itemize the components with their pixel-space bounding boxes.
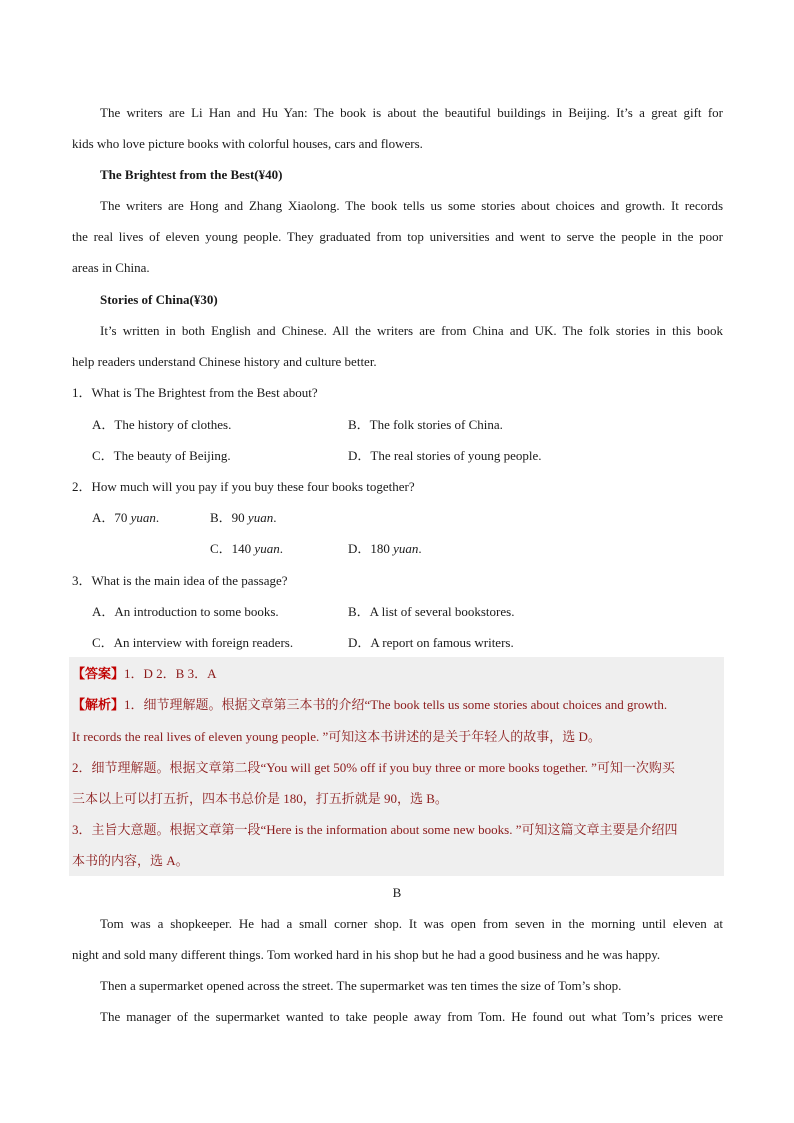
passage-a-p1-line1: The writers are Li Han and Hu Yan: The book is about the beautiful buildings in Beijing. It’s a great gift for	[100, 105, 723, 120]
question-1-option-b: B．The folk stories of China.	[348, 417, 503, 432]
analysis-1-line2: It records the real lives of eleven young people. ”可知这本书讲述的是关于年轻人的故事，选 D。	[72, 729, 601, 744]
passage-b-label: B	[392, 885, 402, 900]
analysis-3-line1: 3．主旨大意题。根据文章第一段“Here is the information about some new books. ”可知这篇文章主要是介绍四	[72, 822, 678, 837]
passage-b-p2-line1: Then a supermarket opened across the street. The supermarket was ten times the size of Tom’s shop.	[100, 978, 622, 993]
question-2-option-b: B．90 yuan.	[210, 510, 277, 525]
question-2-option-a: A．70 yuan.	[92, 510, 160, 525]
passage-a-p3-line2: help readers understand Chinese history and culture better.	[72, 354, 377, 369]
passage-b-p3-line1: The manager of the supermarket wanted to take people away from Tom. He found out what Tom’s prices were	[100, 1009, 723, 1024]
analysis-1-line1: 【解析】1．细节理解题。根据文章第三本书的介绍“The book tells us some stories about choices and growth.	[72, 697, 668, 712]
passage-a-p3-line1: It’s written in both English and Chinese. All the writers are from China and UK. The folk stories in this book	[100, 323, 723, 338]
question-1-option-a: A．The history of clothes.	[92, 417, 232, 432]
question-2-stem: 2．How much will you pay if you buy these four books together?	[72, 479, 415, 494]
passage-a-p1-line2: kids who love picture books with colorful houses, cars and flowers.	[72, 136, 423, 151]
book-title-brightest: The Brightest from the Best(¥40)	[100, 167, 283, 182]
question-1-option-d: D．The real stories of young people.	[348, 448, 542, 463]
passage-a-p2-line2: the real lives of eleven young people. They graduated from top universities and went to serve the people in the poor	[72, 229, 723, 244]
passage-a-p2-line3: areas in China.	[72, 260, 150, 275]
answer-label: 【答案】	[72, 666, 125, 681]
question-1-option-c: C．The beauty of Beijing.	[92, 448, 231, 463]
analysis-label: 【解析】	[72, 697, 125, 712]
answer-text: 1．D 2．B 3．A	[124, 666, 217, 681]
question-2-option-d: D．180 yuan.	[348, 541, 422, 556]
question-3-option-a: A．An introduction to some books.	[92, 604, 279, 619]
question-3-option-b: B．A list of several bookstores.	[348, 604, 515, 619]
analysis-2-line1: 2．细节理解题。根据文章第二段“You will get 50% off if you buy three or more books together. ”可知一次购买	[72, 760, 675, 775]
passage-a-p2-line1: The writers are Hong and Zhang Xiaolong. The book tells us some stories about choices and growth. It records	[100, 198, 723, 213]
question-1-stem: 1．What is The Brightest from the Best about?	[72, 385, 318, 400]
analysis-2-line2: 三本以上可以打五折，四本书总价是 180，打五折就是 90，选 B。	[72, 791, 448, 806]
answer-line	[72, 665, 723, 683]
analysis-3-line2: 本书的内容，选 A。	[72, 853, 189, 868]
passage-b-p1-line1: Tom was a shopkeeper. He had a small corner shop. It was open from seven in the morning until eleven at	[100, 916, 723, 931]
question-3-option-d: D．A report on famous writers.	[348, 635, 514, 650]
book-title-stories: Stories of China(¥30)	[100, 292, 218, 307]
passage-b-p1-line2: night and sold many different things. Tom worked hard in his shop but he had a good business and he was happy.	[72, 947, 661, 962]
question-3-option-c: C．An interview with foreign readers.	[92, 635, 294, 650]
question-2-option-c: C．140 yuan.	[210, 541, 283, 556]
question-3-stem: 3．What is the main idea of the passage?	[72, 573, 288, 588]
